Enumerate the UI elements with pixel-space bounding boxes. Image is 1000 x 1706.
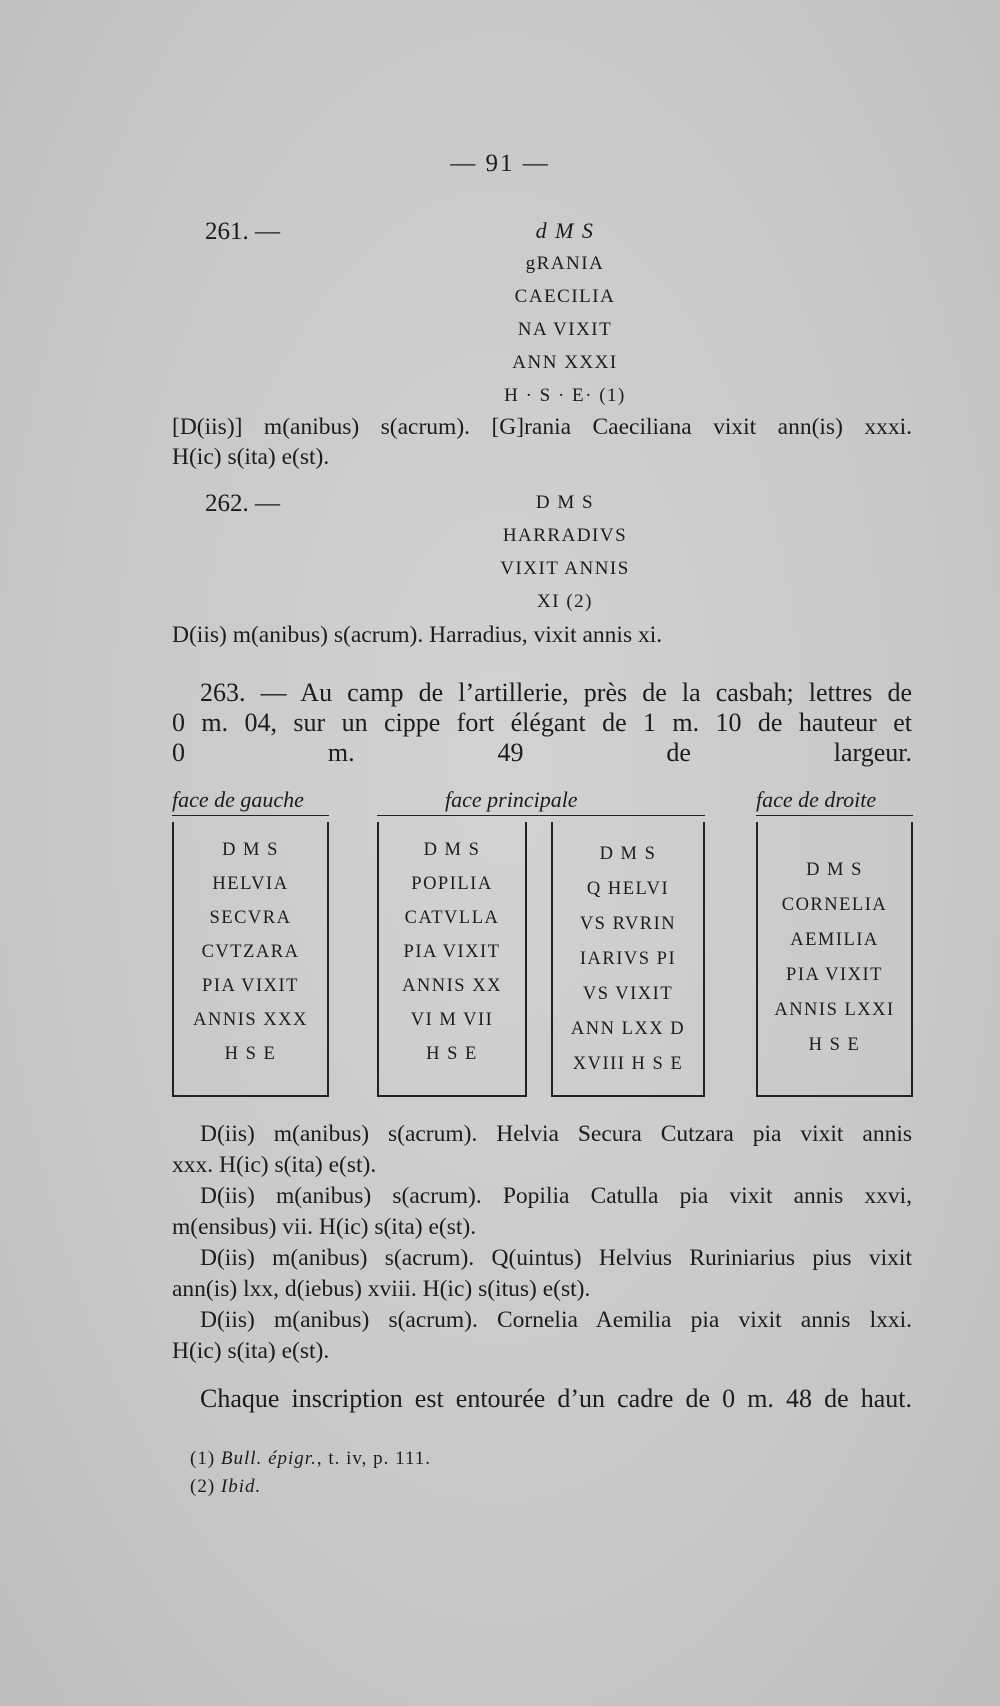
box-line: HELVIA bbox=[212, 874, 289, 894]
box-line: ANNIS XXX bbox=[193, 1010, 308, 1030]
transcription-line: D(iis) m(anibus) s(acrum). Q(uintus) Helvius Ruriniarius pius vixit bbox=[200, 1245, 912, 1271]
description-line: 263. — Au camp de l’artillerie, près de la casbah; lettres de bbox=[200, 678, 912, 707]
footnote-source: Ibid. bbox=[220, 1476, 262, 1497]
description-263 bbox=[172, 678, 912, 768]
box-line: H S E bbox=[224, 1044, 277, 1064]
face-main-underline bbox=[377, 815, 705, 816]
box-line: PIA VIXIT bbox=[403, 942, 501, 962]
footnote-mark: (1) bbox=[190, 1448, 216, 1469]
box-line: VS RVRIN bbox=[579, 914, 677, 934]
box-line: SECVRA bbox=[209, 908, 292, 928]
inscription-line: d M S bbox=[535, 218, 595, 243]
box-line: IARIVS PI bbox=[579, 949, 677, 969]
transcriptions-263 bbox=[172, 1119, 912, 1367]
box-line: ANNIS XX bbox=[402, 976, 502, 996]
inscription-box-right bbox=[756, 822, 913, 1097]
footnote-rest: , t. iv, p. 111. bbox=[316, 1448, 431, 1469]
face-left-underline bbox=[172, 815, 329, 816]
inscription-line: XI (2) bbox=[537, 591, 593, 612]
box-line: CORNELIA bbox=[781, 895, 888, 915]
box-line: AEMILIA bbox=[790, 930, 879, 950]
footnote-2 bbox=[190, 1476, 261, 1498]
transcription-line: H(ic) s(ita) e(st). bbox=[172, 1338, 330, 1364]
transcription-262: D(iis) m(anibus) s(acrum). Harradius, vixit annis xi. bbox=[172, 622, 663, 648]
box-line: ANN LXX D bbox=[570, 1019, 686, 1039]
inscription-box-main-right bbox=[551, 822, 705, 1097]
box-line: H S E bbox=[808, 1035, 861, 1055]
inscription-line: NA VIXIT bbox=[517, 319, 613, 340]
inscription-box-main-left bbox=[377, 822, 527, 1097]
page-number: — 91 — bbox=[450, 150, 550, 177]
description-line: 0 m. 04, sur un cippe fort élégant de 1 m. 10 de hauteur et bbox=[172, 708, 912, 737]
inscription-261 bbox=[440, 214, 690, 412]
inscription-line: ANN XXXI bbox=[512, 352, 618, 373]
inscription-line: D M S bbox=[535, 492, 595, 513]
box-line: D M S bbox=[222, 840, 279, 860]
box-line: PIA VIXIT bbox=[202, 976, 299, 996]
inscription-box-left bbox=[172, 822, 329, 1097]
transcription-line: [D(iis)] m(anibus) s(acrum). [G]rania Caeciliana vixit ann(is) xxxi. bbox=[172, 414, 912, 440]
transcription-line: m(ensibus) vii. H(ic) s(ita) e(st). bbox=[172, 1214, 477, 1240]
box-line: D M S bbox=[423, 840, 481, 860]
face-right-label: face de droite bbox=[756, 787, 877, 812]
box-line: D M S bbox=[599, 844, 657, 864]
box-line: VI M VII bbox=[410, 1010, 494, 1030]
box-line: XVIII H S E bbox=[572, 1054, 684, 1074]
footnote-mark: (2) bbox=[190, 1476, 216, 1497]
box-line: H S E bbox=[426, 1044, 478, 1064]
box-line: CVTZARA bbox=[201, 942, 300, 962]
box-line: ANNIS LXXI bbox=[774, 1000, 895, 1020]
transcription-line: D(iis) m(anibus) s(acrum). Helvia Secura Cutzara pia vixit annis bbox=[200, 1121, 912, 1147]
transcription-line: D(iis) m(anibus) s(acrum). Popilia Catulla pia vixit annis xxvi, bbox=[200, 1183, 912, 1209]
box-line: VS VIXIT bbox=[582, 984, 674, 1004]
face-main-label: face principale bbox=[445, 787, 578, 812]
inscription-line: CAECILIA bbox=[514, 286, 616, 307]
box-line: PIA VIXIT bbox=[786, 965, 883, 985]
transcription-line: D(iis) m(anibus) s(acrum). Cornelia Aemilia pia vixit annis lxxi. bbox=[200, 1307, 912, 1333]
footnote-1 bbox=[190, 1448, 431, 1470]
transcription-261 bbox=[172, 412, 912, 472]
transcription-line: H(ic) s(ita) e(st). bbox=[172, 444, 330, 470]
inscription-line: gRANIA bbox=[525, 253, 605, 274]
inscription-line: HARRADIVS bbox=[502, 525, 628, 546]
footnote-source: Bull. épigr. bbox=[220, 1448, 317, 1469]
entry-number-261: 261. — bbox=[205, 218, 280, 245]
inscription-line: VIXIT ANNIS bbox=[500, 558, 630, 579]
box-line: Q HELVI bbox=[586, 879, 670, 899]
transcription-line: ann(is) lxx, d(iebus) xviii. H(ic) s(itus) e(st). bbox=[172, 1276, 591, 1302]
box-line: CATVLLA bbox=[404, 908, 500, 928]
box-line: D M S bbox=[806, 860, 863, 880]
transcription-line: xxx. H(ic) s(ita) e(st). bbox=[172, 1152, 377, 1178]
description-line: 0 m. 49 de largeur. bbox=[172, 738, 912, 767]
closing-remark: Chaque inscription est entourée d’un cadre de 0 m. 48 de haut. bbox=[200, 1384, 912, 1413]
face-right-underline bbox=[756, 815, 913, 816]
entry-number-262: 262. — bbox=[205, 490, 280, 517]
inscription-line: H · S · E· (1) bbox=[504, 385, 626, 406]
face-left-label: face de gauche bbox=[172, 787, 304, 812]
inscription-262 bbox=[425, 486, 705, 618]
box-line: POPILIA bbox=[411, 874, 493, 894]
